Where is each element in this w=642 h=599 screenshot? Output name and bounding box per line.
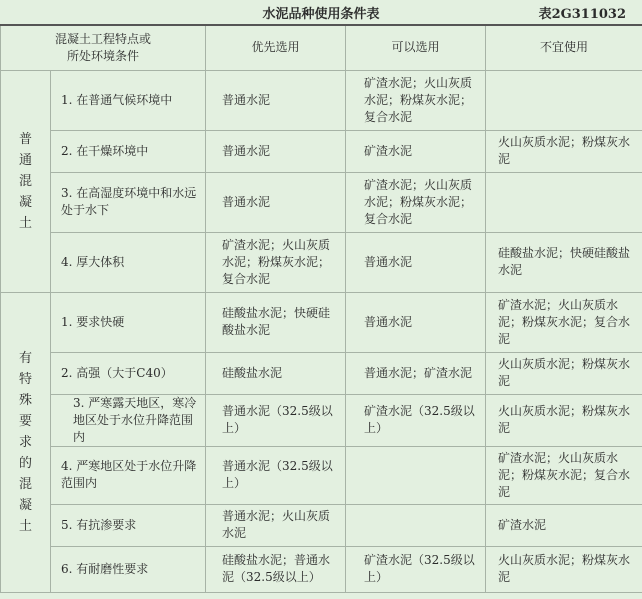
cell-unsuitable	[486, 172, 642, 232]
cell-allowed: 普通水泥	[346, 232, 486, 292]
cell-preferred: 矿渣水泥；火山灰质水泥；粉煤灰水泥；复合水泥	[206, 232, 346, 292]
cell-unsuitable: 火山灰质水泥；粉煤灰水泥	[486, 394, 642, 446]
cell-unsuitable: 矿渣水泥；火山灰质水泥；粉煤灰水泥；复合水泥	[486, 292, 642, 352]
cell-preferred: 普通水泥；火山灰质水泥	[206, 504, 346, 546]
cell-preferred: 硅酸盐水泥；普通水泥（32.5级以上）	[206, 546, 346, 592]
cell-preferred: 硅酸盐水泥；快硬硅酸盐水泥	[206, 292, 346, 352]
table-row	[1, 130, 642, 172]
table-title: 水泥品种使用条件表	[262, 7, 380, 22]
header-condition: 混凝土工程特点或 所处环境条件	[1, 26, 206, 70]
cell-unsuitable: 硅酸盐水泥；快硬硅酸盐水泥	[486, 232, 642, 292]
cell-allowed: 普通水泥；矿渣水泥	[346, 352, 486, 394]
group-label: 普 通 混 凝 土	[1, 70, 51, 292]
cell-preferred: 普通水泥	[206, 70, 346, 130]
cell-condition: 1. 在普通气候环境中	[51, 70, 206, 130]
table-row	[1, 70, 642, 130]
cell-condition: 5. 有抗渗要求	[51, 504, 206, 546]
table-row	[1, 546, 642, 592]
cell-preferred: 普通水泥	[206, 172, 346, 232]
cell-allowed	[346, 504, 486, 546]
cell-allowed: 普通水泥	[346, 292, 486, 352]
table-row	[1, 504, 642, 546]
cell-allowed: 矿渣水泥（32.5级以上）	[346, 394, 486, 446]
cell-unsuitable	[486, 70, 642, 130]
cell-allowed: 矿渣水泥	[346, 130, 486, 172]
cell-preferred: 普通水泥（32.5级以上）	[206, 394, 346, 446]
cell-unsuitable: 火山灰质水泥；粉煤灰水泥	[486, 546, 642, 592]
cell-condition: 1. 要求快硬	[51, 292, 206, 352]
table-row	[1, 172, 642, 232]
cell-condition: 2. 高强（大于C40）	[51, 352, 206, 394]
cell-unsuitable: 火山灰质水泥；粉煤灰水泥	[486, 352, 642, 394]
table-row	[1, 446, 642, 504]
header-allowed: 可以选用	[346, 26, 486, 70]
cell-allowed	[346, 446, 486, 504]
table-row	[1, 352, 642, 394]
cell-condition: 4. 厚大体积	[51, 232, 206, 292]
cell-allowed: 矿渣水泥；火山灰质水泥；粉煤灰水泥；复合水泥	[346, 70, 486, 130]
cell-condition: 3. 严寒露天地区，寒冷地区处于水位升降范围内	[51, 394, 206, 446]
cell-allowed: 矿渣水泥；火山灰质水泥；粉煤灰水泥；复合水泥	[346, 172, 486, 232]
table-row	[1, 232, 642, 292]
header-unsuitable: 不宜使用	[486, 26, 642, 70]
cell-condition: 6. 有耐磨性要求	[51, 546, 206, 592]
cell-unsuitable: 矿渣水泥；火山灰质水泥；粉煤灰水泥；复合水泥	[486, 446, 642, 504]
table-row	[1, 292, 642, 352]
cell-condition: 2. 在干燥环境中	[51, 130, 206, 172]
table-number: 表2G311032	[538, 7, 626, 22]
cell-preferred: 普通水泥（32.5级以上）	[206, 446, 346, 504]
header-preferred: 优先选用	[206, 26, 346, 70]
header-row	[1, 26, 642, 70]
cell-preferred: 普通水泥	[206, 130, 346, 172]
cell-condition: 3. 在高湿度环境中和水远处于水下	[51, 172, 206, 232]
cell-preferred: 硅酸盐水泥	[206, 352, 346, 394]
cell-unsuitable: 火山灰质水泥；粉煤灰水泥	[486, 130, 642, 172]
group-label: 有 特 殊 要 求 的 混 凝 土	[1, 292, 51, 592]
cell-condition: 4. 严寒地区处于水位升降范围内	[51, 446, 206, 504]
cell-allowed: 矿渣水泥（32.5级以上）	[346, 546, 486, 592]
cell-unsuitable: 矿渣水泥	[486, 504, 642, 546]
cement-usage-table	[0, 26, 642, 593]
table-row	[1, 394, 642, 446]
title-bar	[0, 0, 642, 24]
